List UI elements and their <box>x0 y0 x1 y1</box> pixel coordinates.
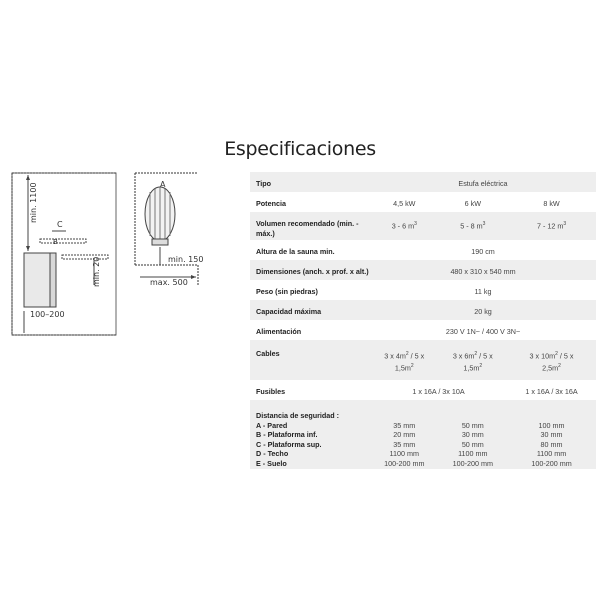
safety-label-e: E - Suelo <box>256 458 287 468</box>
safety-label-b: B - Plataforma inf. <box>256 430 318 440</box>
safety-values-1: 35 mm 20 mm 35 mm 1100 mm 100-200 mm <box>370 400 439 469</box>
label-e-min: min. 20 <box>92 256 101 287</box>
value-tipo: Estufa eléctrica <box>370 172 596 192</box>
row-label-altura: Altura de la sauna min. <box>256 247 335 256</box>
value-cables-3: 3 x $10m^2 / 5$ x $2,5m^2$ <box>507 340 596 380</box>
value-alimentacion: 230 V 1N~ / 400 V 3N~ <box>445 327 521 336</box>
value-fusibles-3: 1 x 16A / 3x 16A <box>525 387 578 396</box>
row-label-potencia: Potencia <box>256 199 286 208</box>
label-max500: max. 500 <box>150 278 188 287</box>
side-view <box>12 173 116 335</box>
safety-label-d: D - Techo <box>256 449 289 459</box>
table-row <box>250 280 596 300</box>
value-potencia-1: 4,5 kW <box>393 199 416 208</box>
label-a: A <box>160 180 166 189</box>
row-label-volumen: Volumen recomendado (min. - máx.) <box>250 212 370 240</box>
row-label-fusibles: Fusibles <box>256 387 286 396</box>
value-capacidad: 20 kg <box>370 300 596 320</box>
label-b: B <box>53 238 58 246</box>
value-potencia-3: 8 kW <box>543 199 560 208</box>
table-row <box>250 380 596 400</box>
specifications-table <box>250 172 596 469</box>
safety-values-3: 100 mm 30 mm 80 mm 1100 mm 100-200 mm <box>507 400 596 469</box>
label-e-range: 100–200 <box>30 310 65 319</box>
table-row <box>250 172 596 192</box>
value-dimensiones: 480 x 310 x 540 mm <box>370 260 596 280</box>
safety-label-c: C - Plataforma sup. <box>256 439 322 449</box>
row-label-dimensiones: Dimensiones (anch. x prof. x alt.) <box>250 260 370 280</box>
value-cables-1: 3 x $4m^2 / 5$ x $1,5m^2$ <box>370 340 439 380</box>
value-potencia-2: 6 kW <box>464 199 481 208</box>
row-label-cables: Cables <box>250 340 370 380</box>
table-row <box>250 340 596 380</box>
value-cables-2: 3 x $6m^2 / 5$ x $1,5m^2$ <box>439 340 508 380</box>
value-volumen-2: 5 - 8 $m^3$ <box>439 212 508 240</box>
safety-label-a: A - Pared <box>256 420 288 430</box>
clearance-diagram <box>0 165 240 355</box>
label-c: C <box>57 220 63 229</box>
safety-values-2: 50 mm 30 mm 50 mm 1100 mm 100-200 mm <box>439 400 508 469</box>
table-row <box>250 192 596 212</box>
value-peso: 11 kg <box>474 287 492 296</box>
value-volumen-3: 7 - 12 $m^3$ <box>507 212 596 240</box>
table-row <box>250 320 596 340</box>
top-view <box>135 173 203 287</box>
row-label-seguridad <box>250 400 370 469</box>
page-title: Especificaciones <box>224 138 376 160</box>
value-fusibles-1-2: 1 x 16A / 3x 10A <box>412 387 465 396</box>
table-row <box>250 240 596 260</box>
table-row <box>250 212 596 240</box>
row-label-tipo: Tipo <box>250 172 370 192</box>
table-row <box>250 260 596 280</box>
row-label-alimentacion: Alimentación <box>256 327 302 336</box>
row-label-capacidad: Capacidad máxima <box>250 300 370 320</box>
value-altura: 190 cm <box>471 247 495 256</box>
label-d: min. 1100 <box>29 182 38 223</box>
safety-title: Distancia de seguridad : <box>256 411 340 420</box>
value-volumen-1: 3 - 6 $m^3$ <box>370 212 439 240</box>
table-row <box>250 400 596 469</box>
row-label-peso: Peso (sin piedras) <box>256 287 318 296</box>
table-row <box>250 300 596 320</box>
label-min150: min. 150 <box>168 255 204 264</box>
